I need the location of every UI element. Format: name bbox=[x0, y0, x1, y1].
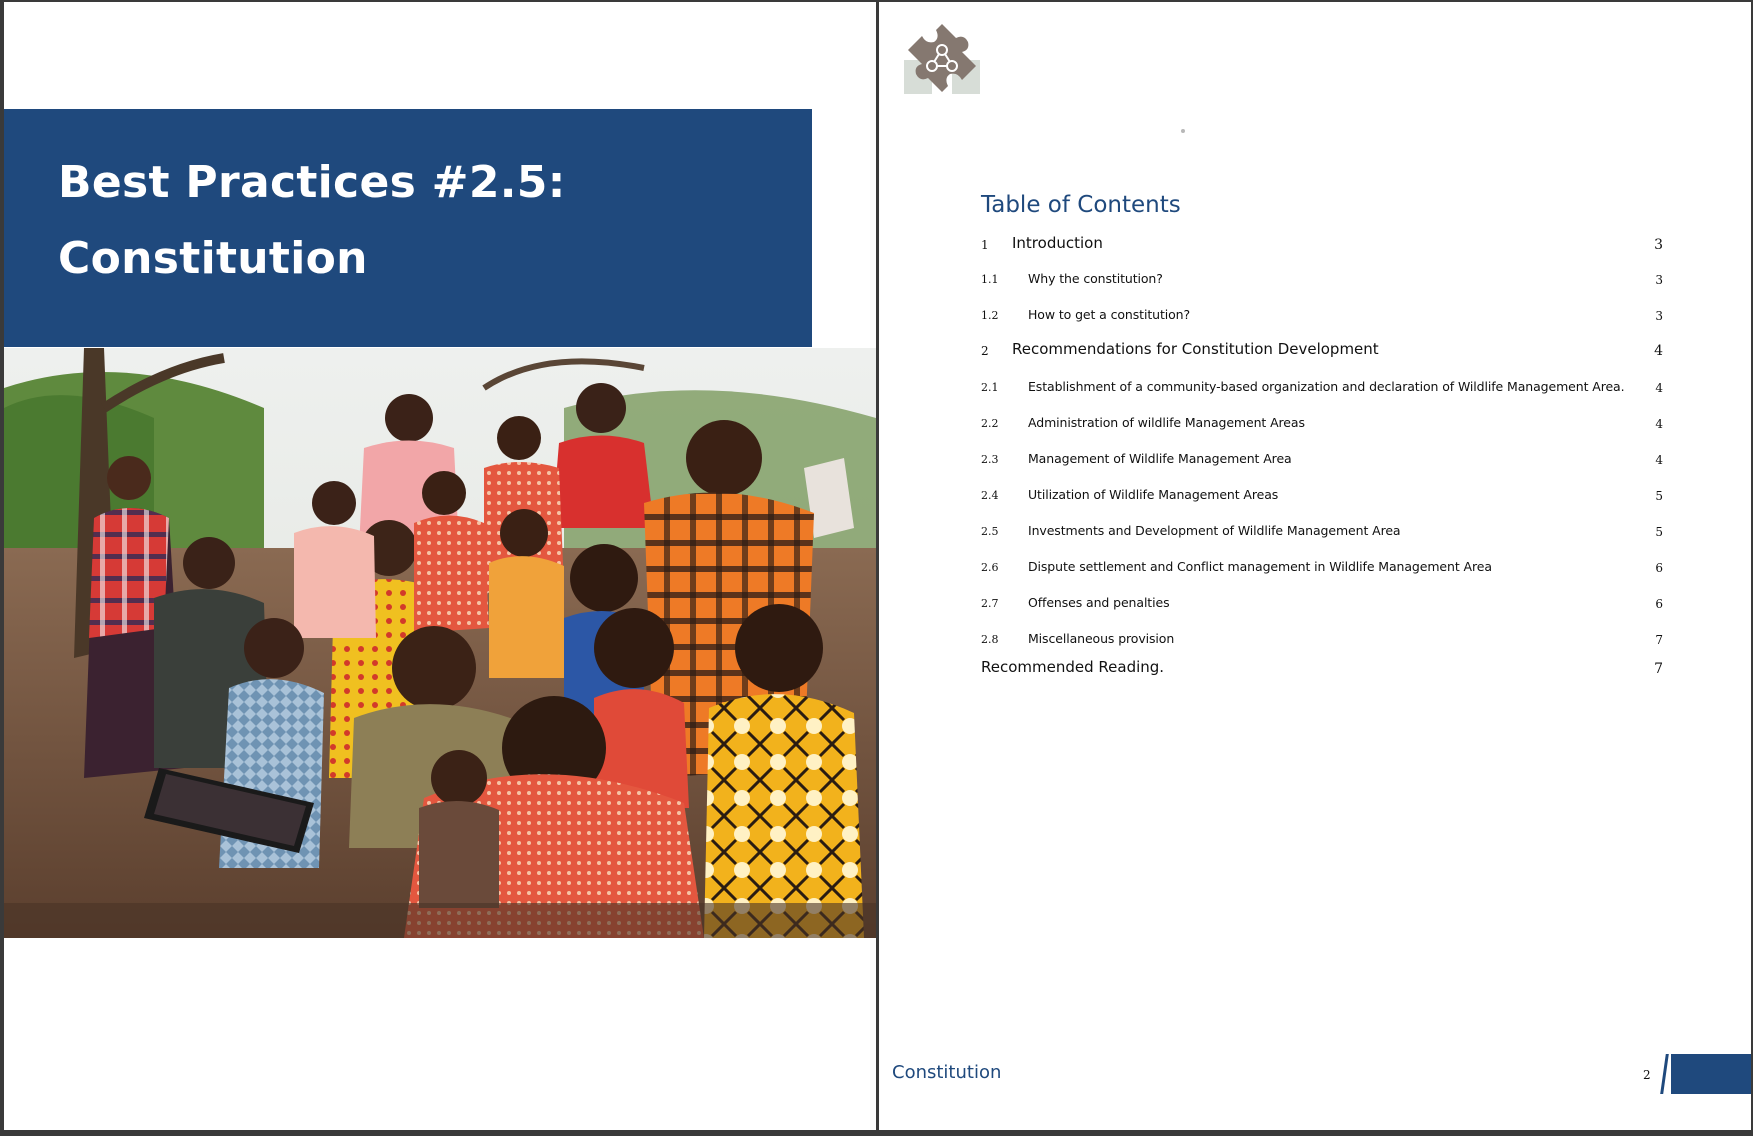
toc-entry-title: Introduction bbox=[1012, 234, 1103, 252]
toc-entry[interactable] bbox=[981, 594, 1663, 616]
cover-title-line-2: Constitution bbox=[58, 233, 368, 284]
cover-title-line-1: Best Practices #2.5: bbox=[58, 157, 566, 208]
toc-entry-number: 2 bbox=[981, 344, 989, 358]
toc-entry-page: 6 bbox=[1655, 561, 1663, 575]
toc-entry-page: 7 bbox=[1654, 661, 1663, 677]
toc-entry-title: How to get a constitution? bbox=[1028, 307, 1191, 322]
toc-entry-page: 3 bbox=[1654, 237, 1663, 253]
toc-entry-page: 4 bbox=[1655, 453, 1663, 467]
toc-entry-title: Management of Wildlife Management Area bbox=[1028, 451, 1292, 466]
toc-entry-page: 3 bbox=[1655, 273, 1663, 287]
toc-entry-page: 3 bbox=[1655, 309, 1663, 323]
group-photo-image bbox=[4, 348, 876, 938]
toc-entry-number: 2.5 bbox=[981, 525, 999, 538]
toc-entry[interactable] bbox=[981, 522, 1663, 544]
toc-entry-page: 7 bbox=[1655, 633, 1663, 647]
toc-entry[interactable] bbox=[981, 450, 1663, 472]
footer-title: Constitution bbox=[892, 1062, 1002, 1083]
toc-entry-number: 1.2 bbox=[981, 309, 999, 322]
toc-entry-title: Why the constitution? bbox=[1028, 271, 1163, 286]
toc-entry-page: 4 bbox=[1655, 417, 1663, 431]
toc-entry-number: 1.1 bbox=[981, 273, 999, 286]
toc-entry[interactable] bbox=[981, 378, 1663, 400]
toc-entry-number: 2.2 bbox=[981, 417, 999, 430]
toc-entry-title: Offenses and penalties bbox=[1028, 595, 1170, 610]
toc-entry[interactable] bbox=[981, 306, 1663, 328]
toc-entry-title: Recommended Reading. bbox=[981, 658, 1165, 676]
cover-page bbox=[4, 2, 876, 1130]
toc-page bbox=[879, 2, 1751, 1130]
toc-entry-title: Dispute settlement and Conflict management in Wildlife Management Area bbox=[1028, 559, 1492, 574]
toc-entry-page: 4 bbox=[1654, 343, 1663, 359]
toc-entry[interactable] bbox=[981, 270, 1663, 292]
toc-entry-number: 2.6 bbox=[981, 561, 999, 574]
footer-accent-slash bbox=[1660, 1054, 1669, 1094]
toc-entry[interactable] bbox=[981, 558, 1663, 580]
toc-entry[interactable] bbox=[981, 414, 1663, 436]
footer-accent-bar bbox=[1671, 1054, 1751, 1094]
toc-entry-number: 2.4 bbox=[981, 489, 999, 502]
toc-entry[interactable] bbox=[981, 486, 1663, 508]
toc-entry-number: 1 bbox=[981, 238, 989, 252]
toc-heading: Table of Contents bbox=[981, 192, 1181, 218]
footer-page-number: 2 bbox=[1643, 1068, 1651, 1082]
toc-entry-page: 4 bbox=[1655, 381, 1663, 395]
toc-entry-page: 6 bbox=[1655, 597, 1663, 611]
puzzle-network-logo-icon bbox=[904, 22, 980, 94]
toc-entry-title: Administration of wildlife Management Areas bbox=[1028, 415, 1305, 430]
title-banner bbox=[4, 109, 812, 347]
toc-entry-number: 2.7 bbox=[981, 597, 999, 610]
toc-entry-number: 2.3 bbox=[981, 453, 999, 466]
decorative-dot bbox=[1181, 129, 1185, 133]
toc-entry-title: Establishment of a community-based organization and declaration of Wildlife Management Area. bbox=[1028, 379, 1625, 394]
toc-entry-title: Utilization of Wildlife Management Areas bbox=[1028, 487, 1279, 502]
toc-entry-title: Investments and Development of Wildlife Management Area bbox=[1028, 523, 1401, 538]
toc-entry-title: Recommendations for Constitution Development bbox=[1012, 340, 1379, 358]
toc-entry[interactable] bbox=[981, 234, 1663, 256]
toc-entry[interactable] bbox=[981, 658, 1663, 680]
toc-entry-number: 2.8 bbox=[981, 633, 999, 646]
toc-entry-title: Miscellaneous provision bbox=[1028, 631, 1175, 646]
toc-entry[interactable] bbox=[981, 340, 1663, 362]
toc-entry-page: 5 bbox=[1655, 489, 1663, 503]
toc-entry-page: 5 bbox=[1655, 525, 1663, 539]
toc-entry-number: 2.1 bbox=[981, 381, 999, 394]
toc-entry[interactable] bbox=[981, 630, 1663, 652]
